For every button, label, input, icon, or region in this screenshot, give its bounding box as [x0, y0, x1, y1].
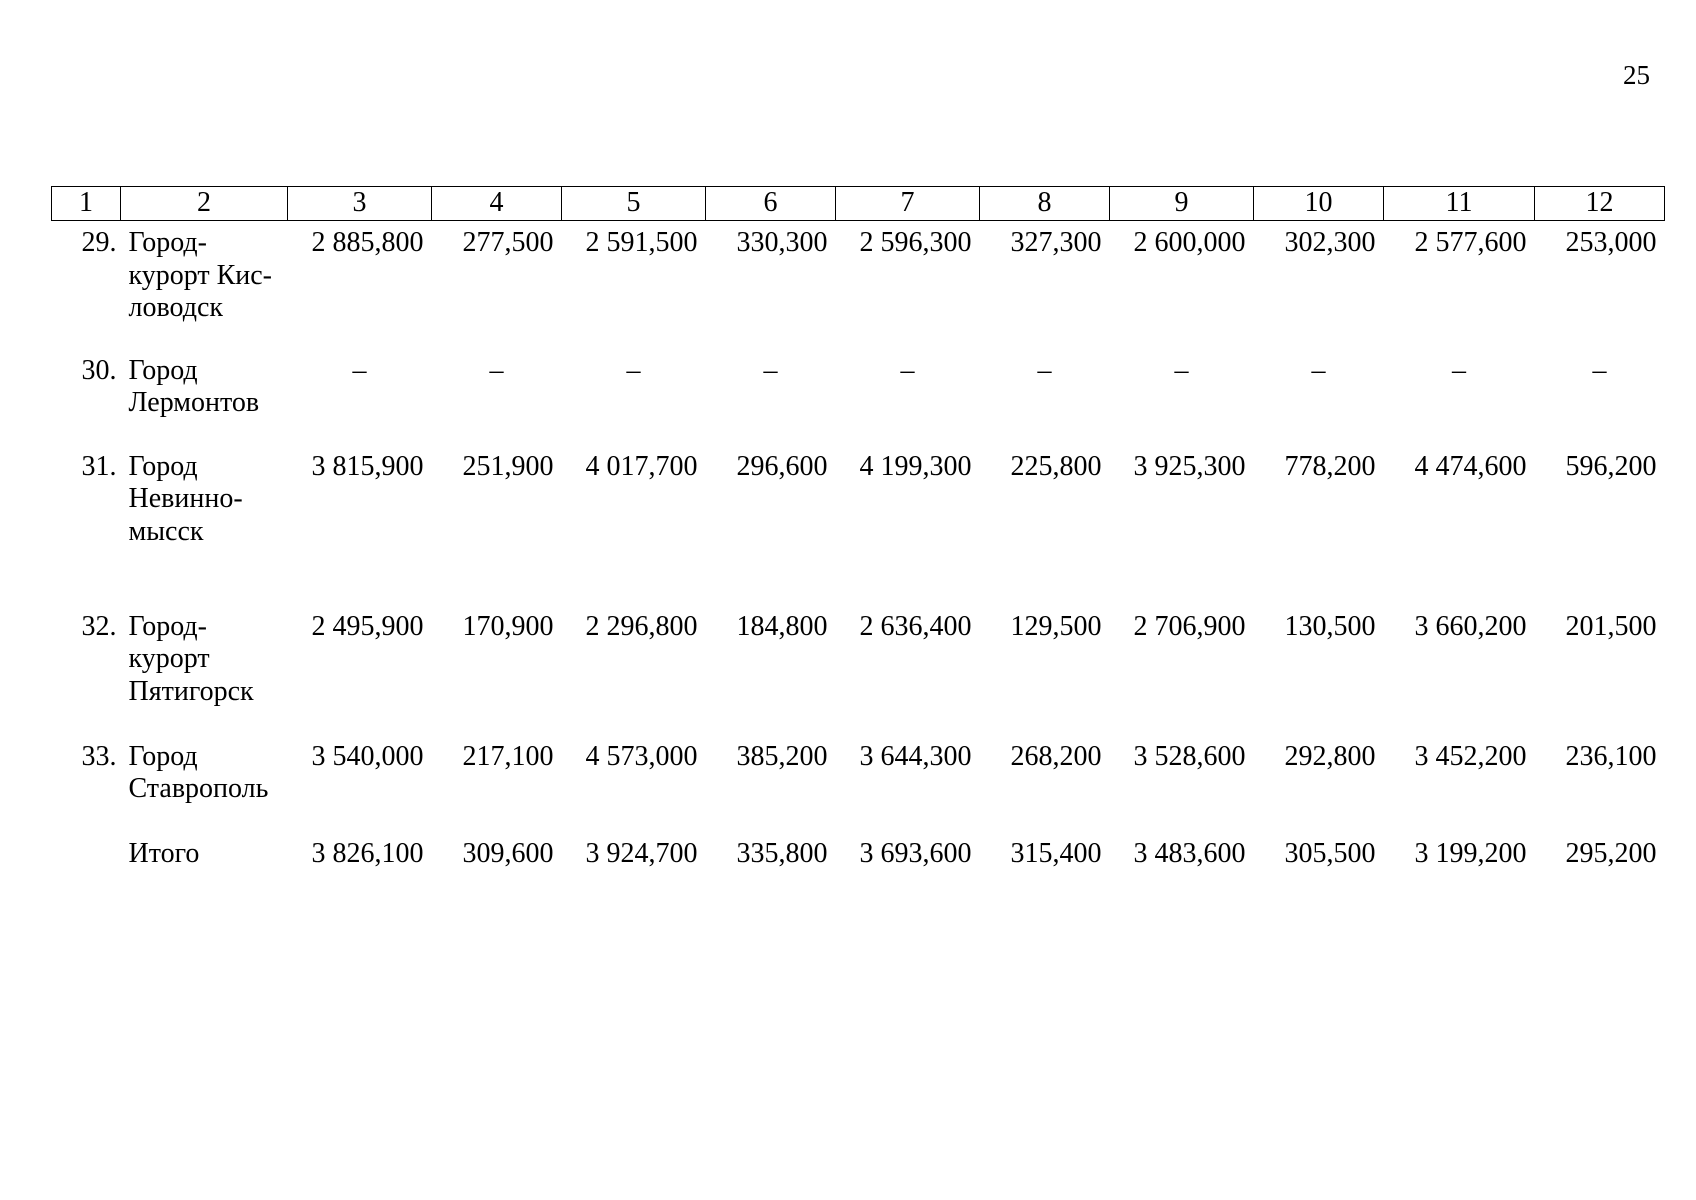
table-cell: 385,200 [736, 740, 828, 772]
table-cell: 3 483,600 [1133, 837, 1246, 869]
table-cell: – [1037, 354, 1052, 386]
column-header: 5 [562, 187, 706, 221]
table-cell: 277,500 [462, 227, 554, 258]
row-index [52, 838, 121, 878]
column-header: 7 [836, 187, 980, 221]
table-cell: – [763, 354, 778, 386]
table-cell: 268,200 [1010, 740, 1102, 772]
row-name-line: мысск [128, 515, 204, 547]
row-index: 32. [81, 610, 117, 642]
table-cell: 295,200 [1565, 837, 1657, 869]
table-cell: 3 925,300 [1133, 450, 1246, 482]
table-cell: 305,500 [1284, 837, 1376, 869]
row-index: 30. [81, 354, 117, 386]
table-cell: 2 596,300 [859, 227, 972, 258]
table-row [52, 451, 1665, 611]
table-cell: 129,500 [1010, 610, 1102, 642]
table-cell: 3 528,600 [1133, 740, 1246, 772]
column-header: 12 [1535, 187, 1665, 221]
table-cell: 3 693,600 [859, 837, 972, 869]
table-cell: 2 495,900 [311, 610, 424, 642]
table-cell: 217,100 [462, 740, 554, 772]
row-name [121, 838, 288, 878]
table-cell: – [900, 354, 915, 386]
row-name-line: ловодск [128, 292, 223, 323]
table-cell: 3 199,200 [1414, 837, 1527, 869]
row-name-line: Итого [128, 837, 200, 869]
table-cell: 2 591,500 [585, 227, 698, 258]
column-header: 6 [706, 187, 836, 221]
table-cell: 4 017,700 [585, 450, 698, 482]
row-name [121, 611, 288, 741]
table-cell: 3 815,900 [311, 450, 424, 482]
row-name-line: курорт Кис- [128, 259, 272, 291]
table-cell: 3 660,200 [1414, 610, 1527, 642]
column-header: 11 [1384, 187, 1535, 221]
table-cell: 4 474,600 [1414, 450, 1527, 482]
table-cell: 2 636,400 [859, 610, 972, 642]
table-cell: 3 826,100 [311, 837, 424, 869]
row-index: 33. [81, 740, 117, 772]
table-row [52, 741, 1665, 838]
row-name-line: Город [128, 450, 198, 482]
table-cell: 2 577,600 [1414, 227, 1527, 258]
table-cell: 225,800 [1010, 450, 1102, 482]
table-cell: – [1174, 354, 1189, 386]
table-row [52, 221, 1665, 355]
column-header: 9 [1110, 187, 1254, 221]
column-header: 2 [121, 187, 288, 221]
row-name-line: курорт [128, 643, 210, 674]
table-cell: 2 885,800 [311, 227, 424, 258]
table-cell: 253,000 [1565, 227, 1657, 258]
table-cell: 596,200 [1565, 450, 1657, 482]
row-name-line: Город [128, 740, 198, 772]
table-cell: 130,500 [1284, 610, 1376, 642]
column-header: 8 [980, 187, 1110, 221]
table-cell: 236,100 [1565, 740, 1657, 772]
table-cell: 315,400 [1010, 837, 1102, 869]
row-index: 31. [81, 450, 117, 482]
row-name-line: Невинно- [128, 483, 243, 514]
table-row-total [52, 838, 1665, 878]
table-cell: – [1592, 354, 1607, 386]
table-cell: 302,300 [1284, 227, 1376, 258]
table-cell: – [489, 354, 504, 386]
page-number: 25 [1623, 60, 1650, 90]
row-name-line: Пятигорск [128, 675, 254, 707]
table-cell: – [626, 354, 641, 386]
table-cell: – [352, 354, 367, 386]
table-row [52, 355, 1665, 451]
column-header: 3 [288, 187, 432, 221]
column-header: 10 [1254, 187, 1384, 221]
table-cell: 292,800 [1284, 740, 1376, 772]
table-cell: 296,600 [736, 450, 828, 482]
row-name [121, 221, 288, 355]
table-cell: 184,800 [736, 610, 828, 642]
table-cell: 4 573,000 [585, 740, 698, 772]
table-cell: 3 540,000 [311, 740, 424, 772]
table-cell: 4 199,300 [859, 450, 972, 482]
table-cell: 170,900 [462, 610, 554, 642]
table-cell: 3 452,200 [1414, 740, 1527, 772]
column-header: 4 [432, 187, 562, 221]
row-name-line: Лермонтов [128, 387, 260, 418]
data-table [51, 186, 1665, 878]
table-cell: 778,200 [1284, 450, 1376, 482]
row-name-line: Город- [128, 610, 207, 642]
table-cell: 309,600 [462, 837, 554, 869]
table-cell: – [1311, 354, 1326, 386]
table-cell: 330,300 [736, 227, 828, 258]
table-cell: 3 924,700 [585, 837, 698, 869]
table-cell: 335,800 [736, 837, 828, 869]
table-cell: – [1452, 354, 1466, 386]
column-header: 1 [52, 187, 121, 221]
table-cell: 2 706,900 [1133, 610, 1246, 642]
row-name-line: Ставрополь [128, 773, 269, 804]
table-cell: 2 296,800 [585, 610, 698, 642]
row-name [121, 451, 288, 611]
row-name [121, 741, 288, 838]
table-cell: 3 644,300 [859, 740, 972, 772]
table-cell: 327,300 [1010, 227, 1102, 258]
row-name-line: Город- [128, 227, 207, 258]
row-name-line: Город [128, 354, 198, 386]
row-name [121, 355, 288, 451]
table-cell: 251,900 [462, 450, 554, 482]
table-cell: 201,500 [1565, 610, 1657, 642]
table-row [52, 611, 1665, 741]
row-index: 29. [81, 227, 117, 258]
table-cell: 2 600,000 [1133, 227, 1246, 258]
header-row [52, 187, 1665, 221]
